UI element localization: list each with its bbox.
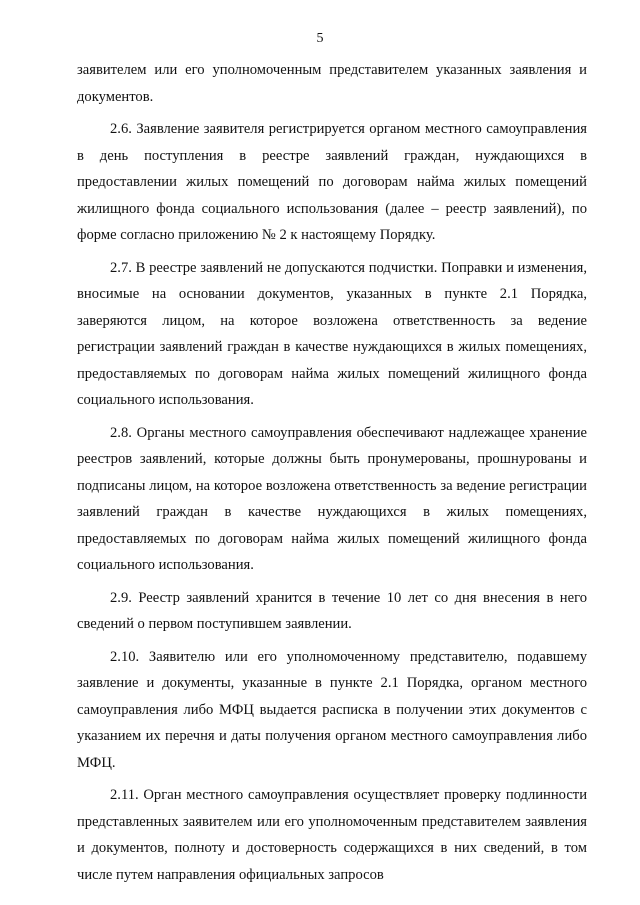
paragraph-2-9: 2.9. Реестр заявлений хранится в течение 10 лет со дня внесения в него сведений о первом поступившем заявлении. [77,589,587,632]
paragraph-2-10: 2.10. Заявителю или его уполномоченному представителю, подавшему заявление и документы, указанные в пункте 2.1 Порядка, органом местного самоуправления либо МФЦ выдается расписка в получении этих документов с указанием их перечня и даты получения органом местного самоуправления либо МФЦ. [77,648,587,771]
paragraph-continuation: заявителем или его уполномоченным представителем указанных заявления и документов. [77,62,587,105]
document-body [77,57,587,888]
paragraph-2-7: 2.7. В реестре заявлений не допускаются подчистки. Поправки и изменения, вносимые на основании документов, указанных в пункте 2.1 Порядка, заверяются лицом, на которое возложена ответственность за ведение регистрации заявлений граждан в качестве нуждающихся в жилых помещениях, предоставляемых по договорам найма жилых помещений жилищного фонда социального использования. [77,259,587,408]
paragraph-2-11: 2.11. Орган местного самоуправления осуществляет проверку подлинности представленных заявителем или его уполномоченным представителем заявления и документов, полноту и достоверность содержащихся в них сведений, в том числе путем направления официальных запросов [77,787,587,883]
page-number: 5 [316,31,324,46]
paragraph-2-6: 2.6. Заявление заявителя регистрируется органом местного самоуправления в день поступления в реестре заявлений граждан, нуждающихся в предоставлении жилых помещений по договорам найма жилых помещений жилищного фонда социального использования (далее – реестр заявлений), по форме согласно приложению № 2 к настоящему Порядку. [77,121,587,243]
paragraph-2-8: 2.8. Органы местного самоуправления обеспечивают надлежащее хранение реестров заявлений, которые должны быть пронумерованы, прошнурованы и подписаны лицом, на которое возложена ответственность за ведение регистрации заявлений граждан в качестве нуждающихся в жилых помещениях, предоставляемых по договорам найма жилых помещений жилищного фонда социального использования. [77,424,587,573]
